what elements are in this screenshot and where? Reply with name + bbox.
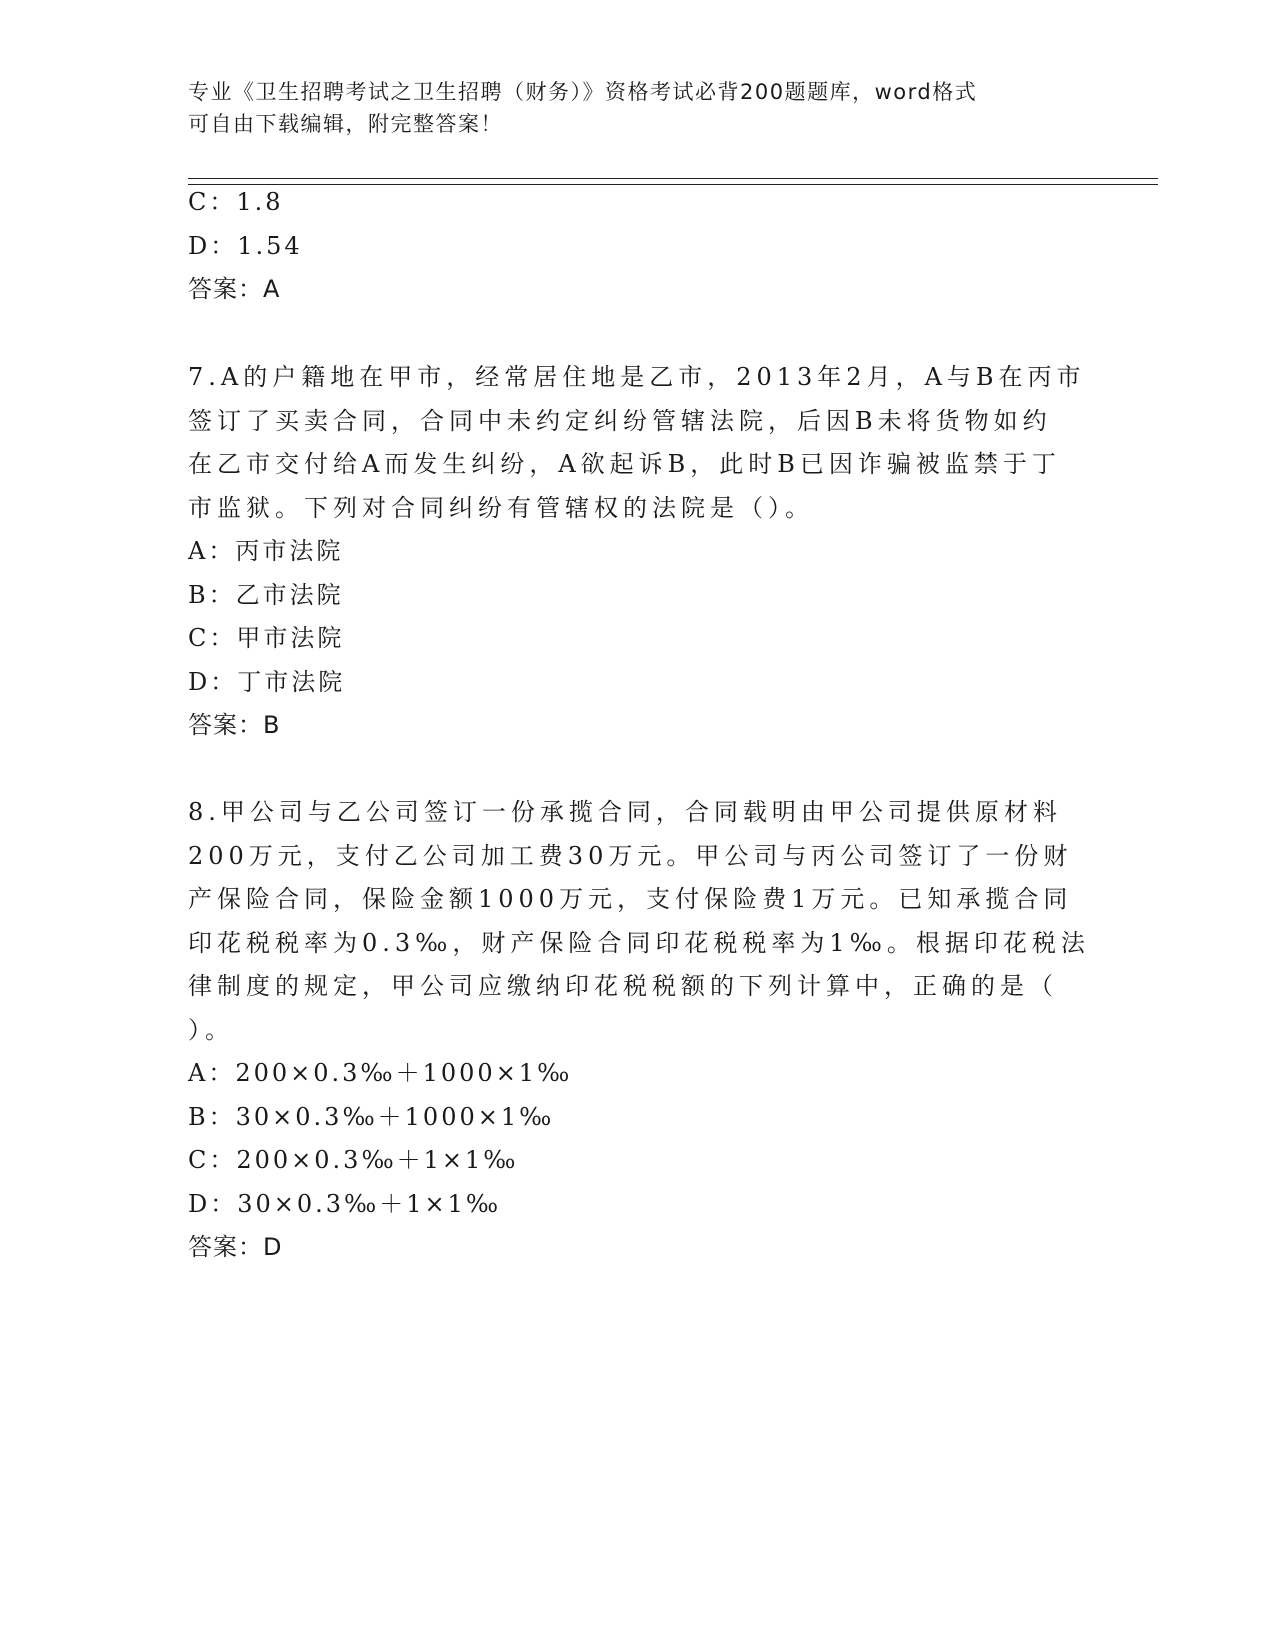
q6-option-c: C：1.8 (188, 188, 284, 216)
q8-stem-line-3: 产保险合同，保险金额1000万元，支付保险费1万元。已知承揽合同 (188, 885, 1073, 913)
q7-answer: 答案：B (188, 711, 281, 739)
q7-stem-line-4: 市监狱。下列对合同纠纷有管辖权的法院是（）。 (188, 494, 814, 522)
q7-stem-line-1: 7.A的户籍地在甲市，经常居住地是乙市，2013年2月，A与B在丙市 (188, 363, 1086, 391)
q6-option-d: D：1.54 (188, 232, 303, 260)
q6-answer: 答案：A (188, 275, 281, 303)
q7-option-b: B：乙市法院 (188, 581, 344, 609)
header-title (188, 76, 1068, 140)
q7-option-d: D：丁市法院 (188, 668, 346, 696)
q7-stem-line-3: 在乙市交付给A而发生纠纷，A欲起诉B，此时B已因诈骗被监禁于丁 (188, 450, 1061, 478)
header-divider-bottom (188, 184, 1158, 185)
header-divider-top (188, 178, 1158, 179)
q8-stem-line-4: 印花税税率为0.3‰，财产保险合同印花税税率为1‰。根据印花税法 (188, 929, 1090, 957)
q8-option-c: C：200×0.3‰＋1×1‰ (188, 1146, 519, 1174)
q7-option-a: A：丙市法院 (188, 537, 344, 565)
q8-stem-line-2: 200万元，支付乙公司加工费30万元。甲公司与丙公司签订了一份财 (188, 842, 1073, 870)
header-line-1: 专业《卫生招聘考试之卫生招聘（财务）》资格考试必背200题题库，word格式 (188, 80, 978, 104)
q8-option-b: B：30×0.3‰＋1000×1‰ (188, 1103, 555, 1131)
header-line-2: 可自由下载编辑，附完整答案！ (188, 112, 503, 136)
q8-stem-line-5: 律制度的规定，甲公司应缴纳印花税税额的下列计算中，正确的是（ (188, 972, 1058, 1000)
q8-stem-line-1: 8.甲公司与乙公司签订一份承揽合同，合同载明由甲公司提供原材料 (188, 798, 1062, 826)
q8-stem-line-6: ）。 (188, 1016, 234, 1044)
q8-option-a: A：200×0.3‰＋1000×1‰ (188, 1059, 573, 1087)
q7-option-c: C：甲市法院 (188, 624, 345, 652)
q8-option-d: D：30×0.3‰＋1×1‰ (188, 1190, 502, 1218)
q8-answer: 答案：D (188, 1233, 283, 1261)
q7-stem-line-2: 签订了买卖合同，合同中未约定纠纷管辖法院，后因B未将货物如约 (188, 407, 1052, 435)
